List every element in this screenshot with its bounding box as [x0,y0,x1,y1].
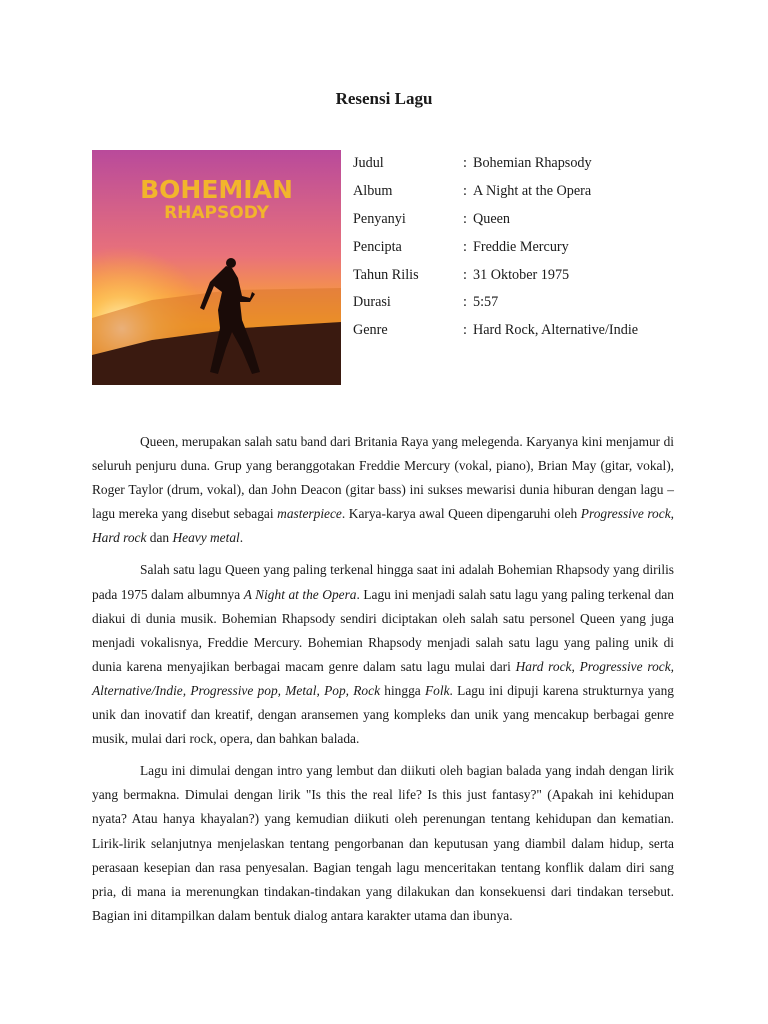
text-run: dan [146,530,173,546]
italic-text: masterpiece [277,506,342,522]
info-separator: : [463,238,467,255]
review-body [92,430,674,936]
text-run: . Lagu ini dipuji karena strukturnya yang unik dan inovatif dan kreatif, dengan aransemen yang kompleks dan unik yang mencakup berbagai genre musik, mulai dari rock, opera, dan bahkan balada. [92,682,675,747]
italic-text: Folk [424,682,450,698]
info-row-tahun-rilis [353,264,638,292]
text-run: Lagu ini dimulai dengan intro yang lembut dan diikuti oleh bagian balada yang indah dengan lirik yang bermakna. Dimulai dengan lirik "Is this the real life? Is this just fantasy?" (Apakah ini kehidupan nyata? Atau hanya khayalan?) yang kemudian diikuti oleh perenungan tentang kehidupan dan kematian. Lirik-lirik selanjutnya menjelaskan tentang pengorbanan dan keputusan yang diambil dalam hidup, serta perasaan kesepian dan rasa penyesalan. Bagian tengah lagu menceritakan tentang konflik dalam diri sang pria, di mana ia merenungkan tindakan-tindakan yang dilakukan dan konsekuensi dari tindakan tersebut. Bagian ini ditampilkan dalam bentuk dialog antara karakter utama dan ibunya. [92,763,674,923]
info-value: Bohemian Rhapsody [473,155,592,171]
italic-text: Heavy metal [172,530,240,546]
italic-text: Hard rock [92,530,147,546]
italic-text: Progressive rock [580,506,671,522]
document-title: Resensi Lagu [335,89,433,108]
info-value: Hard Rock, Alternative/Indie [473,322,639,339]
info-value: Freddie Mercury [473,238,569,255]
info-value: 31 Oktober 1975 [473,266,570,283]
text-run: , [670,506,674,522]
paragraph [92,558,674,751]
text-run: . Lagu ini menjadi salah satu lagu yang paling terkenal dan diakui di dunia musik. Bohemian Rhapsody sendiri diciptakan oleh salah satu personel Queen yang juga menjadi vokalisnya, Freddie Mercury. Bohemian Rhapsody menjadi salah satu lagu yang paling unik di dunia karena menyajikan berbagai macam genre dalam satu lagu mulai dari [92,586,674,674]
text-run: . [239,530,244,546]
paragraph [92,430,674,550]
info-row-genre [353,319,638,347]
info-key: Judul [353,155,384,171]
info-separator: : [463,294,467,311]
info-value: Queen [473,210,511,227]
info-key: Durasi [353,294,391,311]
info-key: Album [353,182,393,199]
info-separator: : [463,266,467,283]
info-value: 5:57 [473,294,499,311]
italic-text: Hard rock, Progressive rock, Alternative/Indie, Progressive pop, Metal, Pop, Rock [92,658,674,698]
italic-text: A Night at the Opera [243,586,357,602]
info-row-album [353,180,638,208]
info-separator: : [463,155,467,171]
info-separator: : [463,182,467,199]
info-separator: : [463,210,467,227]
info-key: Genre [353,322,388,339]
album-cover-image [92,150,341,385]
song-info-table [353,152,638,347]
info-key: Tahun Rilis [353,266,419,283]
info-value: A Night at the Opera [473,182,592,199]
info-row-penyanyi [353,208,638,236]
paragraph [92,759,674,928]
info-row-pencipta [353,236,638,264]
info-row-durasi [353,291,638,319]
text-run: . Karya-karya awal Queen dipengaruhi oleh [341,506,581,522]
text-run: Salah satu lagu Queen yang paling terkenal hingga saat ini adalah Bohemian Rhapsody yang dirilis pada 1975 dalam albumnya [92,562,674,602]
info-separator: : [463,322,467,339]
info-row-judul [353,152,638,180]
text-run: hingga [380,682,425,698]
info-key: Penyanyi [353,210,406,227]
cover-title-line1: BOHEMIAN [140,175,293,204]
text-run: Queen, merupakan salah satu band dari Britania Raya yang melegenda. Karyanya kini menjamur di seluruh penjuru duna. Grup yang beranggotakan Freddie Mercury (vokal, piano), Brian May (gitar, vokal), Roger Taylor (drum, vokal), dan John Deacon (gitar bass) ini sukses mewarisi dunia hiburan dengan lagu – lagu mereka yang disebut sebagai [92,434,674,522]
cover-title-line2: RHAPSODY [164,203,269,223]
info-key: Pencipta [353,238,402,255]
